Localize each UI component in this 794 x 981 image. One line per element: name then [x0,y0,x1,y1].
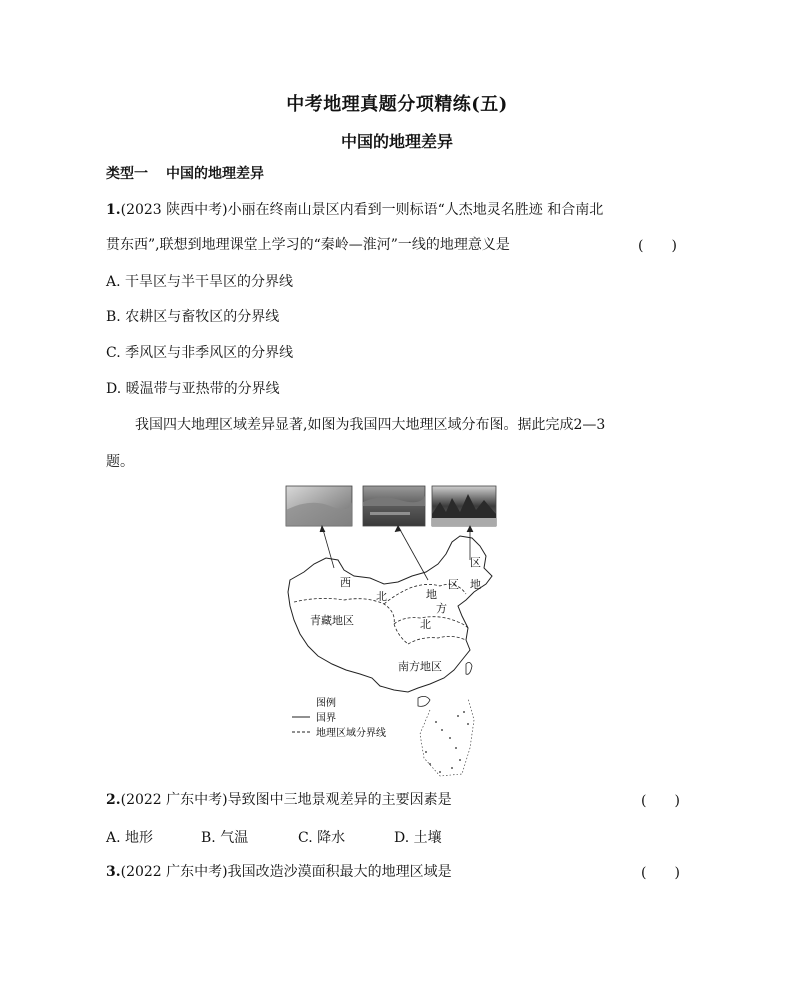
legend-divide: 地理区域分界线 [316,728,386,739]
hainan-island [418,696,430,706]
question-2-option-d: D. 土壤 [394,830,442,846]
intro-line-2: 题。 [106,454,134,470]
question-3-answer-paren: ( ) [641,865,680,881]
map-label-qu-1: 区 [470,556,481,569]
taiwan-island [466,662,472,674]
question-1-option-d: D. 暖温带与亚热带的分界线 [106,381,280,397]
desert-photo [286,486,352,526]
question-2-text: 导致图中三地景观差异的主要因素是 [227,792,452,808]
south-sea-border [420,698,474,776]
map-label-qu-2: 区 [448,578,459,591]
question-1-source: (2023 陕西中考) [120,202,228,218]
section-label: 类型一 [106,166,148,182]
map-label-di-2: 地 [470,578,481,591]
question-2-option-a: A. 地形 [106,830,154,846]
question-2-options [106,827,442,847]
map-legend [292,696,386,739]
question-2-number: 2. [106,792,121,808]
question-3-number: 3. [106,864,121,880]
question-2-option-b: B. 气温 [201,830,249,846]
map-label-qingzang: 青藏地区 [310,614,354,627]
china-regions-map [280,484,500,780]
question-1-line-2: 贯东西”,联想到地理课堂上学习的“秦岭—淮河”一线的地理意义是 [106,237,510,253]
map-label-fang: 方 [436,602,447,615]
page-subtitle: 中国的地理差异 [340,132,453,151]
question-1-answer-paren: ( ) [638,238,677,254]
map-label-nanfang: 南方地区 [398,660,442,673]
intro-line-1: 我国四大地理区域差异显著,如图为我国四大地理区域分布图。据此完成2—3 [135,417,606,433]
question-3-source: (2022 广东中考) [120,864,228,880]
map-label-xi: 西 [340,576,351,589]
section-name: 中国的地理差异 [166,166,264,182]
question-2-option-c: C. 降水 [298,830,346,846]
map-label-bei-1: 北 [376,590,387,603]
question-3-text: 我国改造沙漠面积最大的地理区域是 [227,864,452,880]
map-label-bei-2: 北 [420,618,431,631]
question-3 [106,862,452,882]
grassland-photo [363,486,425,526]
question-2-answer-paren: ( ) [641,793,680,809]
south-sea-islands [425,711,469,773]
map-label-di-1: 地 [426,588,437,601]
question-1-option-c: C. 季风区与非季风区的分界线 [106,345,294,361]
question-1-line-1 [106,200,603,220]
pointer-lines [320,526,473,580]
section-heading [106,163,264,183]
question-1-number: 1. [106,202,121,218]
question-1-option-a: A. 干旱区与半干旱区的分界线 [106,274,294,290]
legend-border: 国界 [316,713,336,724]
question-2 [106,790,452,810]
question-2-source: (2022 广东中考) [120,792,228,808]
legend-title: 图例 [316,698,336,709]
forest-photo [432,486,496,526]
question-1-option-b: B. 农耕区与畜牧区的分界线 [106,309,280,325]
question-1-text-1: 小丽在终南山景区内看到一则标语“人杰地灵名胜迹 和合南北 [227,202,604,218]
page-title: 中考地理真题分项精练(五) [286,94,508,115]
